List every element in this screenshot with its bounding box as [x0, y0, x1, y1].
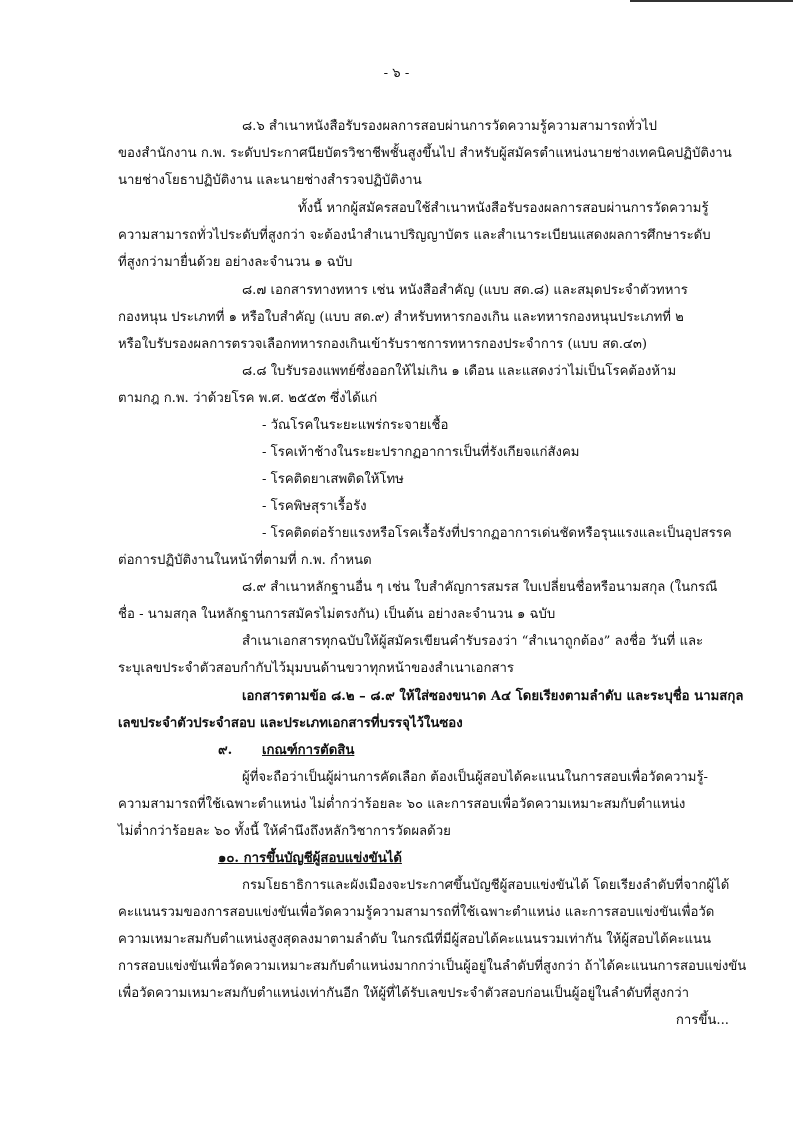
page-number: - ๖ -: [383, 66, 410, 81]
envelope-instruction-line-1: เอกสารตามข้อ ๘.๒ – ๘.๙ ให้ใส่ซองขนาด A๔ โดยเรียงตามลำดับ และระบุชื่อ นามสกุล: [242, 689, 744, 704]
item-8-6-note-line-2: ความสามารถทั่วไประดับที่สูงกว่า จะต้องนำสำเนาปริญญาบัตร และสำเนาระเบียนแสดงผลการศึกษาระดับ: [118, 228, 711, 243]
disease-item: - โรคพิษสุราเรื้อรัง: [262, 499, 367, 514]
item-8-9-line-2: ชื่อ - นามสกุล ในหลักฐานการสมัครไม่ตรงกัน) เป็นต้น อย่างละจำนวน ๑ ฉบับ: [118, 607, 556, 622]
section-10-line-5: เพื่อวัดความเหมาะสมกับตำแหน่งเท่ากันอีก ให้ผู้ที่ได้รับเลขประจำตัวสอบก่อนเป็นผู้อยู่ในลำดับที่สูงกว่า: [118, 986, 690, 1001]
section-9-line-1: ผู้ที่จะถือว่าเป็นผู้ผ่านการคัดเลือก ต้องเป็นผู้สอบได้คะแนนในการสอบเพื่อวัดความรู้-: [242, 770, 708, 785]
section-9-heading: เกณฑ์การตัดสิน: [262, 743, 355, 758]
certify-line-2: ระบุเลขประจำตัวสอบกำกับไว้มุมบนด้านขวาทุกหน้าของสำเนาเอกสาร: [118, 661, 514, 676]
disease-item: - วัณโรคในระยะแพร่กระจายเชื้อ: [262, 418, 449, 433]
section-9-line-3: ไม่ต่ำกว่าร้อยละ ๖๐ ทั้งนี้ ให้คำนึงถึงหลักวิชาการวัดผลด้วย: [118, 824, 451, 839]
certify-line-1: สำเนาเอกสารทุกฉบับให้ผู้สมัครเขียนคำรับรองว่า “สำเนาถูกต้อง” ลงชื่อ วันที่ และ: [242, 634, 704, 649]
section-10-line-1: กรมโยธาธิการและผังเมืองจะประกาศขึ้นบัญชีผู้สอบแข่งขันได้ โดยเรียงลำดับที่จากผู้ได้: [242, 878, 730, 893]
section-9-number: ๙.: [218, 743, 233, 758]
item-8-6-line-1: ๘.๖ สำเนาหนังสือรับรองผลการสอบผ่านการวัดความรู้ความสามารถทั่วไป: [242, 119, 657, 134]
disease-item-continuation: ต่อการปฏิบัติงานในหน้าที่ตามที่ ก.พ. กำหนด: [118, 553, 372, 568]
item-8-8-line-2: ตามกฎ ก.พ. ว่าด้วยโรค พ.ศ. ๒๕๕๓ ซึ่งได้แก่: [118, 391, 378, 406]
continuation-note: การขึ้น...: [675, 1013, 729, 1028]
disease-item: - โรคติดต่อร้ายแรงหรือโรคเรื้อรังที่ปรากฏอาการเด่นชัดหรือรุนแรงและเป็นอุปสรรค: [262, 526, 732, 541]
item-8-6-line-2: ของสำนักงาน ก.พ. ระดับประกาศนียบัตรวิชาชีพชั้นสูงขึ้นไป สำหรับผู้สมัครตำแหน่งนายช่างเทคนิคปฏิบัติงาน: [118, 146, 732, 161]
item-8-8-line-1: ๘.๘ ใบรับรองแพทย์ซึ่งออกให้ไม่เกิน ๑ เดือน และแสดงว่าไม่เป็นโรคต้องห้าม: [242, 364, 677, 379]
section-9-line-2: ความสามารถที่ใช้เฉพาะตำแหน่ง ไม่ต่ำกว่าร้อยละ ๖๐ และการสอบเพื่อวัดความเหมาะสมกับตำแหน่ง: [118, 797, 686, 812]
item-8-7-line-3: หรือใบรับรองผลการตรวจเลือกทหารกองเกินเข้ารับราชการทหารกองประจำการ (แบบ สด.๔๓): [118, 337, 648, 352]
item-8-7-line-2: กองหนุน ประเภทที่ ๑ หรือใบสำคัญ (แบบ สด.๙) สำหรับทหารกองเกิน และทหารกองหนุนประเภทที่ ๒: [118, 310, 684, 325]
envelope-instruction-line-2: เลขประจำตัวประจำสอบ และประเภทเอกสารที่บรรจุไว้ในซอง: [118, 716, 463, 731]
section-10-line-3: ความเหมาะสมกับตำแหน่งสูงสุดลงมาตามลำดับ ในกรณีที่มีผู้สอบได้คะแนนรวมเท่ากัน ให้ผู้สอบได้คะแนน: [118, 932, 712, 947]
item-8-6-line-3: นายช่างโยธาปฏิบัติงาน และนายช่างสำรวจปฏิบัติงาน: [118, 173, 422, 188]
section-10-line-2: คะแนนรวมของการสอบแข่งขันเพื่อวัดความรู้ความสามารถที่ใช้เฉพาะตำแหน่ง และการสอบแข่งขันเพื่อวัด: [118, 905, 715, 920]
item-8-6-note-line-1: ทั้งนี้ หากผู้สมัครสอบใช้สำเนาหนังสือรับรองผลการสอบผ่านการวัดความรู้: [298, 201, 709, 216]
disease-item: - โรคเท้าช้างในระยะปรากฏอาการเป็นที่รังเกียจแก่สังคม: [262, 445, 580, 460]
section-10-heading: ๑๐. การขึ้นบัญชีผู้สอบแข่งขันได้: [218, 851, 402, 866]
item-8-7-line-1: ๘.๗ เอกสารทางทหาร เช่น หนังสือสำคัญ (แบบ สด.๘) และสมุดประจำตัวทหาร: [242, 283, 688, 298]
section-10-line-4: การสอบแข่งขันเพื่อวัดความเหมาะสมกับตำแหน่งมากกว่าเป็นผู้อยู่ในลำดับที่สูงกว่า ถ้าได้คะแนนการสอบแข่งขัน: [118, 959, 747, 974]
item-8-6-note-line-3: ที่สูงกว่ามายื่นด้วย อย่างละจำนวน ๑ ฉบับ: [118, 255, 353, 270]
disease-item: - โรคติดยาเสพติดให้โทษ: [262, 472, 404, 487]
item-8-9-line-1: ๘.๙ สำเนาหลักฐานอื่น ๆ เช่น ใบสำคัญการสมรส ใบเปลี่ยนชื่อหรือนามสกุล (ในกรณี: [242, 580, 718, 595]
